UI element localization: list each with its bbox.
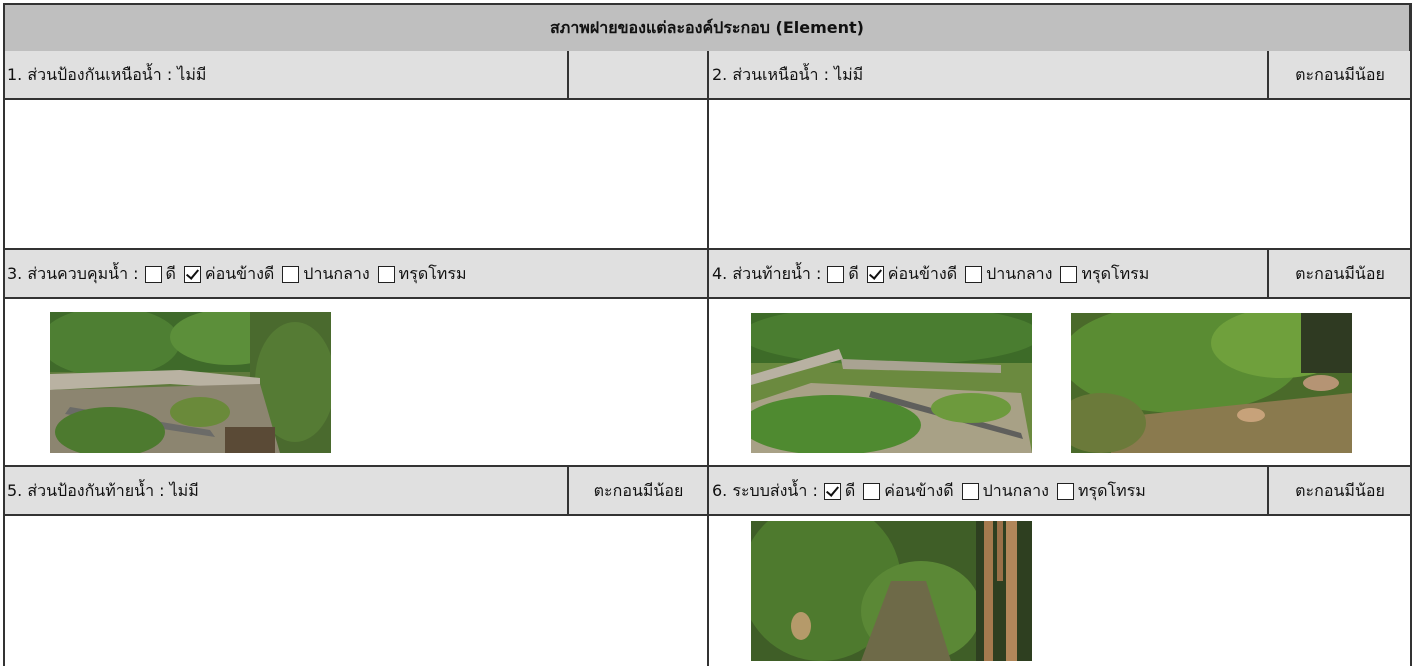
option-deteriorated-label: ทรุดโทรม bbox=[1077, 480, 1146, 500]
section-1-label bbox=[4, 51, 568, 99]
section-6-prefix: 6. ระบบส่งน้ำ : bbox=[712, 480, 818, 500]
section-1-note bbox=[569, 51, 708, 99]
grid-line bbox=[3, 297, 1412, 299]
section-4-note-text: ตะกอนมีน้อย bbox=[1295, 263, 1385, 283]
option-fairly-good-label: ค่อนข้างดี bbox=[887, 263, 958, 283]
section-2-note bbox=[1269, 51, 1411, 99]
section-2-note-text: ตะกอนมีน้อย bbox=[1295, 64, 1385, 84]
grid-line bbox=[1267, 466, 1269, 516]
control-section-photo bbox=[50, 312, 331, 453]
option-deteriorated-checkbox[interactable] bbox=[1060, 266, 1077, 283]
option-fairly-good-label: ค่อนข้างดี bbox=[884, 480, 954, 500]
option-moderate-checkbox[interactable] bbox=[962, 483, 979, 500]
grid-line bbox=[3, 3, 5, 666]
option-deteriorated-checkbox[interactable] bbox=[378, 266, 395, 283]
option-deteriorated-label: ทรุดโทรม bbox=[1081, 263, 1150, 283]
option-moderate-checkbox[interactable] bbox=[282, 266, 299, 283]
option-deteriorated-label: ทรุดโทรม bbox=[398, 263, 467, 283]
option-fairly-good-checkbox[interactable] bbox=[184, 266, 201, 283]
section-4-prefix: 4. ส่วนท้ายน้ำ : bbox=[712, 263, 822, 283]
grid-line bbox=[1410, 3, 1412, 666]
option-moderate-label: ปานกลาง bbox=[303, 263, 370, 283]
option-fairly-good-label: ค่อนข้างดี bbox=[204, 263, 275, 283]
option-deteriorated-checkbox[interactable] bbox=[1057, 483, 1074, 500]
option-moderate-checkbox[interactable] bbox=[965, 266, 982, 283]
grid-line bbox=[567, 51, 569, 99]
grid-line bbox=[3, 514, 1412, 516]
section-4-label bbox=[709, 250, 1268, 298]
grid-line bbox=[567, 466, 569, 516]
section-1-text: 1. ส่วนป้องกันเหนือน้ำ : ไม่มี bbox=[7, 64, 207, 84]
grid-line bbox=[3, 248, 1412, 250]
section-2-label bbox=[709, 51, 1268, 99]
option-good-checkbox[interactable] bbox=[145, 266, 162, 283]
downstream-section-photo-2 bbox=[1071, 313, 1352, 453]
section-2-text: 2. ส่วนเหนือน้ำ : ไม่มี bbox=[712, 64, 864, 84]
section-6-label bbox=[709, 467, 1268, 515]
sheet-title bbox=[3, 3, 1411, 53]
section-3-prefix: 3. ส่วนควบคุมน้ำ : bbox=[7, 263, 139, 283]
grid-line bbox=[3, 465, 1412, 467]
option-good-label: ดี bbox=[165, 263, 176, 283]
option-fairly-good-checkbox[interactable] bbox=[863, 483, 880, 500]
grid-line bbox=[1267, 51, 1269, 99]
section-5-note bbox=[569, 467, 708, 515]
section-4-note bbox=[1269, 250, 1411, 298]
section-3-label bbox=[4, 250, 708, 298]
delivery-system-photo bbox=[751, 521, 1032, 661]
section-5-label bbox=[4, 467, 568, 515]
option-good-label: ดี bbox=[844, 480, 856, 500]
section-5-note-text: ตะกอนมีน้อย bbox=[593, 480, 684, 500]
option-fairly-good-checkbox[interactable] bbox=[867, 266, 884, 283]
sheet-title-text: สภาพฝายของแต่ละองค์ประกอบ (Element) bbox=[550, 17, 864, 37]
option-moderate-label: ปานกลาง bbox=[986, 263, 1053, 283]
grid-line bbox=[3, 98, 1412, 100]
grid-line bbox=[1267, 249, 1269, 299]
downstream-section-photo-1 bbox=[751, 313, 1032, 453]
grid-line bbox=[707, 51, 709, 666]
option-good-label: ดี bbox=[848, 263, 859, 283]
option-good-checkbox[interactable] bbox=[827, 266, 844, 283]
section-6-note bbox=[1269, 467, 1411, 515]
option-good-checkbox[interactable] bbox=[824, 483, 841, 500]
option-moderate-label: ปานกลาง bbox=[982, 480, 1049, 500]
section-5-text: 5. ส่วนป้องกันท้ายน้ำ : ไม่มี bbox=[7, 480, 199, 500]
section-6-note-text: ตะกอนมีน้อย bbox=[1295, 480, 1385, 500]
